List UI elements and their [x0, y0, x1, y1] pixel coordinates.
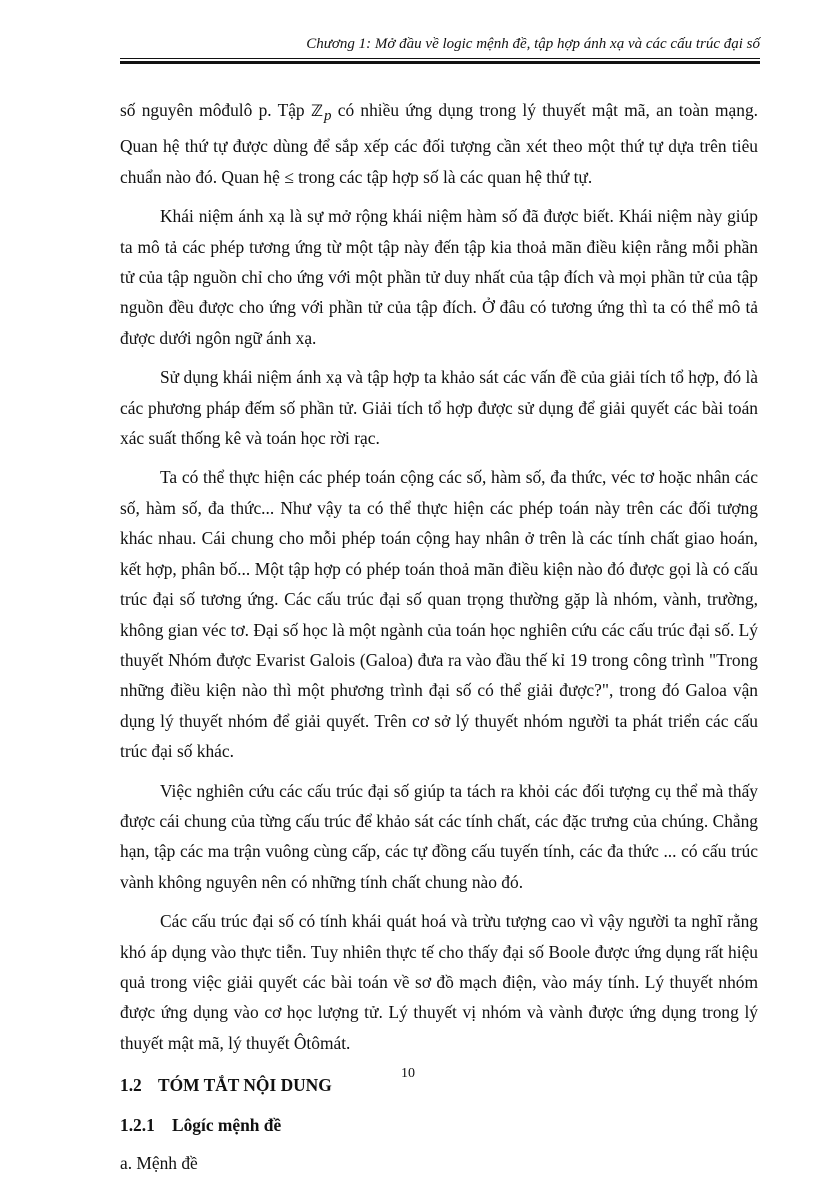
paragraph-1-start: số nguyên môđulô p. Tập — [120, 100, 311, 120]
item-heading: a. Mệnh đề — [120, 1153, 198, 1174]
paragraph-5: Việc nghiên cứu các cấu trúc đại số giúp ta tách ra khỏi các đối tượng cụ thể mà thấy được cái chung của từng cấu trúc để khảo sát các tính chất, các đặc trưng của chúng. Chẳng hạn, tập các ma trận vuông cùng cấp, các tự đồng cấu tuyến tính, các đa thức ... có cấu trúc vành không nguyên nên có những tính chất chung nào đó. — [120, 780, 758, 892]
section-title: TÓM TẮT NỘI DUNG — [158, 1075, 332, 1096]
integer-set-symbol: ℤ — [310, 101, 322, 120]
page-body — [120, 95, 758, 1180]
paragraph-6: Các cấu trúc đại số có tính khái quát hoá và trừu tượng cao vì vậy người ta nghĩ rằng khó áp dụng vào thực tiễn. Tuy nhiên thực tế cho thấy đại số Boole được ứng dụng rất hiệu quả trong việc giải quyết các bài toán về sơ đồ mạch điện, vào máy tính. Lý thuyết nhóm được ứng dụng vào cơ học lượng tử. Lý thuyết vị nhóm và vành được ứng dụng trong lý thuyết mật mã, lý thuyết Ôtômát. — [120, 911, 758, 1053]
paragraph-2: Khái niệm ánh xạ là sự mở rộng khái niệm hàm số đã được biết. Khái niệm này giúp ta mô tả các phép tương ứng từ một tập này đến tập kia thoả mãn điều kiện rằng mỗi phần tử của tập nguồn chỉ cho ứng với một phần tử duy nhất của tập đích và mọi phần tử của tập nguồn đều được cho ứng với phần tử của tập đích. Ở đâu có tương ứng thì ta có thể mô tả được dưới ngôn ngữ ánh xạ. — [120, 206, 758, 348]
paragraph-4: Ta có thể thực hiện các phép toán cộng các số, hàm số, đa thức, véc tơ hoặc nhân các số, hàm số, đa thức... Như vậy ta có thể thực hiện các phép toán này trên các đối tượng khác nhau. Cái chung cho mỗi phép toán cộng hay nhân ở trên là các tính chất giao hoán, kết hợp, phân bố... Một tập hợp có phép toán thoả mãn điều kiện nào đó được gọi là có cấu trúc đại số tương ứng. Các cấu trúc đại số quan trọng thường gặp là nhóm, vành, trường, không gian véc tơ. Đại số học là một ngành của toán học nghiên cứu các cấu trúc đại số. Lý thuyết Nhóm được Evarist Galois (Galoa) đưa ra vào đầu thế kỉ 19 trong công trình "Trong những điều kiện nào thì một phương trình đại số có thể giải được?", trong đó Galoa vận dụng lý thuyết nhóm để giải quyết. Trên cơ sở lý thuyết nhóm người ta phát triển các cấu trúc đại số khác. — [120, 467, 758, 762]
integer-set-subscript: p — [323, 108, 332, 124]
paragraph-1-end: có nhiều ứng dụng trong lý thuyết mật mã, an toàn mạng. Quan hệ thứ tự được dùng để sắp xếp các đối tượng cần xét theo một thứ tự dựa trên tiêu chuẩn nào đó. Quan hệ ≤ trong các tập hợp số là các quan hệ thứ tự. — [120, 100, 758, 187]
page-number: 10 — [401, 1066, 415, 1081]
section-number: 1.2 — [120, 1075, 142, 1096]
subsection-number: 1.2.1 — [120, 1115, 155, 1136]
header-rule-thick — [120, 61, 760, 64]
subsection-heading — [120, 1108, 758, 1142]
running-header: Chương 1: Mở đầu về logic mệnh đề, tập hợp ánh xạ và các cấu trúc đại số — [306, 36, 760, 52]
paragraph-1 — [120, 95, 758, 192]
paragraph-3: Sử dụng khái niệm ánh xạ và tập hợp ta khảo sát các vấn đề của giải tích tổ hợp, đó là các phương pháp đếm số phần tử. Giải tích tổ hợp được sử dụng để giải quyết các bài toán xác suất thống kê và toán học rời rạc. — [120, 367, 758, 449]
header-rule-thin — [120, 58, 760, 59]
subsection-title: Lôgíc mệnh đề — [172, 1115, 282, 1136]
